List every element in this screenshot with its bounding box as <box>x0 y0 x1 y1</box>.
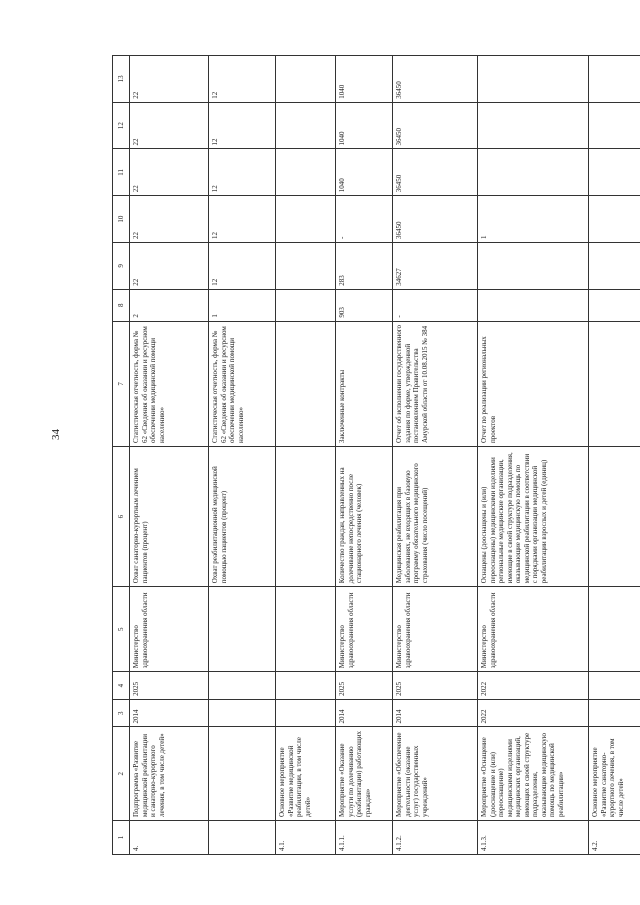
table-cell: Охват санаторно-курортным лечением пациентов (процент) <box>130 447 209 587</box>
table-cell: Охват реабилитационной медицинской помощью пациентов (процент) <box>209 447 276 587</box>
table-cell: Заключенные контракты <box>336 321 393 446</box>
table-cell: Медицинская реабилитация при заболеваниях, не входящих в базовую программу обязательного медицинского страхования (число посещений) <box>393 447 478 587</box>
table-cell: Количество граждан, направленных на долечивание непосредственно после стационарного лечения (человек) <box>336 447 393 587</box>
table-cell: 36450 <box>393 196 478 243</box>
table-cell: 2025 <box>130 672 209 700</box>
table-row <box>209 56 276 855</box>
table-cell: 2014 <box>130 699 209 727</box>
table-cell: 1040 <box>336 149 393 196</box>
table-cell: 4. <box>130 821 209 855</box>
page-number: 34 <box>50 429 62 440</box>
table-row <box>130 56 209 855</box>
table-cell <box>209 587 276 672</box>
table-cell: 2 <box>130 289 209 321</box>
table-cell: Мероприятие «Обеспечение деятельности (оказание услуг) государственных учреждений» <box>393 727 478 821</box>
table-cell: Мероприятие «Оказание услуги по долечиванию (реабилитации) работающих граждан» <box>336 727 393 821</box>
table-cell: 4.1.3. <box>478 821 589 855</box>
table-cell: 34627 <box>393 243 478 290</box>
table-cell: 2025 <box>336 672 393 700</box>
table-cell <box>276 102 336 149</box>
table-cell <box>276 56 336 103</box>
table-cell <box>478 243 589 290</box>
table-cell: 2022 <box>478 672 589 700</box>
table-cell <box>478 149 589 196</box>
table-cell: 903 <box>336 289 393 321</box>
table-cell <box>478 102 589 149</box>
table-cell: 283 <box>336 243 393 290</box>
table-cell <box>589 243 640 290</box>
table-cell: 12 <box>209 243 276 290</box>
table-cell: Статистическая отчетность, форма № 62 «Сведения об оказании и ресурсном обеспечении медицинской помощи населению» <box>209 321 276 446</box>
col-header: 12 <box>113 102 130 149</box>
table-cell: Министерство здравоохранения области <box>478 587 589 672</box>
col-header: 11 <box>113 149 130 196</box>
table-cell <box>276 321 336 446</box>
table-cell: Отчет об исполнении государственного задания по форме, утвержденной постановлением Правительства Амурской области от 10.08.2015 № 384 <box>393 321 478 446</box>
table-cell: - <box>393 289 478 321</box>
table-cell <box>589 321 640 446</box>
table-cell: 12 <box>209 196 276 243</box>
table-cell <box>589 699 640 727</box>
col-header: 5 <box>113 587 130 672</box>
table-cell <box>276 289 336 321</box>
table-cell: Министерство здравоохранения области <box>130 587 209 672</box>
table-cell: Статистическая отчетность, форма № 62 «Сведения об оказании и ресурсном обеспечении медицинской помощи населению» <box>130 321 209 446</box>
table-row <box>478 56 589 855</box>
table-cell <box>589 196 640 243</box>
program-table <box>112 55 640 855</box>
table-row <box>336 56 393 855</box>
table-cell: 2014 <box>393 699 478 727</box>
col-header: 3 <box>113 699 130 727</box>
table-cell <box>276 447 336 587</box>
table-cell <box>589 587 640 672</box>
table-cell: Подпрограмма «Развитие медицинской реабилитации и санаторно-курортного лечения, в том числе детей» <box>130 727 209 821</box>
col-header: 9 <box>113 243 130 290</box>
table-cell: Мероприятие «Оснащение (дооснащение и (или) переоснащение) медицинскими изделиями медицинских организаций, имеющих в своей структуре подразделения, оказывающие медицинскую помощь по медицинской реабилитации» <box>478 727 589 821</box>
table-cell <box>276 672 336 700</box>
col-header: 6 <box>113 447 130 587</box>
table-cell <box>589 56 640 103</box>
table-cell: Основное мероприятие «Развитие медицинской реабилитации, в том числе детей» <box>276 727 336 821</box>
table-cell <box>589 149 640 196</box>
col-header: 10 <box>113 196 130 243</box>
table-cell: 1040 <box>336 56 393 103</box>
table-cell: 12 <box>209 56 276 103</box>
table-cell: 36450 <box>393 56 478 103</box>
table-cell <box>478 56 589 103</box>
table-cell: 22 <box>130 196 209 243</box>
table-cell: 22 <box>130 149 209 196</box>
table-cell: 2022 <box>478 699 589 727</box>
table-row <box>276 56 336 855</box>
table-cell: 1040 <box>336 102 393 149</box>
table-cell <box>589 672 640 700</box>
table-cell: 1 <box>209 289 276 321</box>
table-cell <box>589 102 640 149</box>
table-cell: Отчет по реализации региональных проектов <box>478 321 589 446</box>
table-cell: 4.1. <box>276 821 336 855</box>
table-cell <box>478 289 589 321</box>
table-cell <box>276 699 336 727</box>
table-cell: 12 <box>209 102 276 149</box>
table-cell: 2025 <box>393 672 478 700</box>
table-cell: 4.2. <box>589 821 640 855</box>
table-cell: 4.1.2. <box>393 821 478 855</box>
table-cell: 2014 <box>336 699 393 727</box>
table-cell <box>589 289 640 321</box>
table-row <box>589 56 640 855</box>
table-cell <box>276 196 336 243</box>
table-cell: Министерство здравоохранения области <box>336 587 393 672</box>
table-row <box>393 56 478 855</box>
col-header: 8 <box>113 289 130 321</box>
table-cell <box>209 672 276 700</box>
table-cell: Министерство здравоохранения области <box>393 587 478 672</box>
table-cell: 4.1.1. <box>336 821 393 855</box>
table-cell: 36450 <box>393 102 478 149</box>
table-cell <box>209 727 276 821</box>
table-cell <box>276 587 336 672</box>
col-header: 13 <box>113 56 130 103</box>
header-row <box>113 56 130 855</box>
table-cell <box>589 447 640 587</box>
col-header: 1 <box>113 821 130 855</box>
table-cell: Основное мероприятие «Развитие санаторно-курортного лечения, в том числе детей» <box>589 727 640 821</box>
table-cell: 36450 <box>393 149 478 196</box>
table-cell: 22 <box>130 102 209 149</box>
col-header: 2 <box>113 727 130 821</box>
table-cell: 1 <box>478 196 589 243</box>
table-cell <box>276 149 336 196</box>
table-cell <box>209 821 276 855</box>
col-header: 4 <box>113 672 130 700</box>
table-cell <box>276 243 336 290</box>
table-cell: 22 <box>130 243 209 290</box>
table-cell <box>209 699 276 727</box>
table-cell: 12 <box>209 149 276 196</box>
table-cell: - <box>336 196 393 243</box>
table-cell: Оснащены (дооснащены и (или) переоснащены) медицинскими изделиями региональные медицинские организации, имеющие в своей структуре подразделения, оказывающие медицинскую помощь по медицинской реабилитации в соответствии с порядками организации медицинской реабилитации взрослых и детей (единиц) <box>478 447 589 587</box>
col-header: 7 <box>113 321 130 446</box>
rotated-table-container <box>112 55 625 855</box>
table-cell: 22 <box>130 56 209 103</box>
